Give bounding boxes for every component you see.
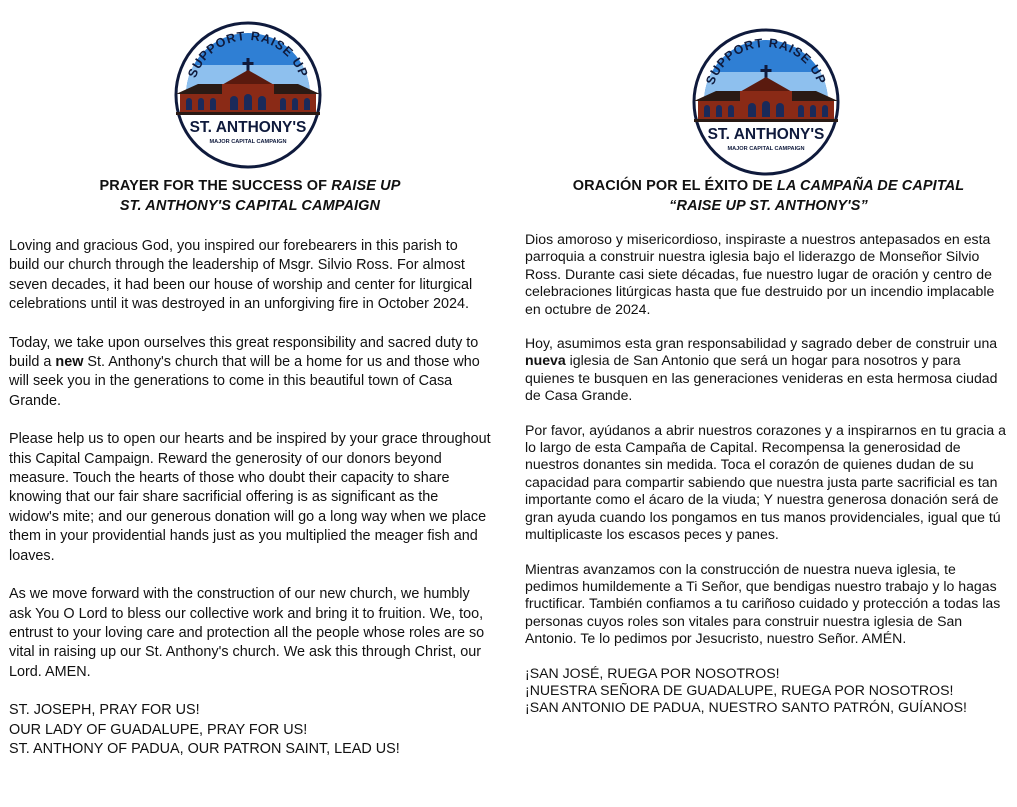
logo-subtitle-es: MAJOR CAPITAL CAMPAIGN bbox=[727, 146, 805, 152]
title-line2-es: “RAISE UP ST. ANTHONY'S” bbox=[669, 198, 868, 214]
emphasis-new: new bbox=[55, 354, 84, 371]
prayer-title-es bbox=[520, 176, 1017, 216]
paragraph-3-es: Por favor, ayúdanos a abrir nuestros corazones y a inspirarnos en tu gracia a lo largo de esta Campaña de Capital. Recompensa la generosidad de nuestros donantes sin medida. Toca el corazón de quienes dudan de su capacidad para compartir sabiendo que nuestra justa parte sacrificial es tan importante como el ácaro de la viuda; Y nuestra generosa donación será de gran ayuda cuando los pongamos en tus manos providenciales, igual que tú multiplicaste los escasos peces y panes. bbox=[525, 421, 1007, 543]
church-logo-icon bbox=[686, 27, 846, 177]
logo-arc-text: SUPPORT RAISE UP bbox=[185, 28, 311, 80]
paragraph-1: Loving and gracious God, you inspired our forebearers in this parish to build our church through the leadership of Msgr. Silvio Ross. For almost seven decades, it had been our house of worship and center for liturgical celebrations until it was destroyed in an unforgiving fire in October 2024. bbox=[9, 238, 473, 313]
invocation-1: ST. JOSEPH, PRAY FOR US! bbox=[9, 702, 200, 719]
title-line2: ST. ANTHONY'S CAPITAL CAMPAIGN bbox=[119, 198, 381, 214]
prayer-title bbox=[0, 176, 500, 216]
paragraph-2-es: Hoy, asumimos esta gran responsabilidad y sagrado deber de construir una nueva iglesia de San Antonio que será un hogar para nosotros y para quienes te busquen en las generaciones venideras en esta hermosa ciudad de Casa Grande. bbox=[525, 335, 998, 404]
invocation-2: OUR LADY OF GUADALUPE, PRAY FOR US! bbox=[9, 721, 308, 738]
logo-subtitle: MAJOR CAPITAL CAMPAIGN bbox=[209, 139, 287, 145]
prayer-body bbox=[9, 237, 491, 759]
campaign-logo bbox=[168, 20, 328, 170]
paragraph-2: Today, we take upon ourselves this great responsibility and sacred duty to build a new St. Anthony's church that will be a home for us and those who will seek you in the generations to come in this beautiful town of Casa Grande. bbox=[9, 334, 480, 409]
logo-name-es: ST. ANTHONY'S bbox=[707, 126, 825, 143]
logo-name: ST. ANTHONY'S bbox=[189, 119, 307, 136]
title-line1-plain-es: ORACIÓN POR EL ÉXITO DE bbox=[572, 178, 777, 194]
invocation-3-es: ¡SAN ANTONIO DE PADUA, NUESTRO SANTO PATRÓN, GUÍANOS! bbox=[525, 699, 967, 716]
invocation-1-es: ¡SAN JOSÉ, RUEGA POR NOSOTROS! bbox=[525, 664, 780, 681]
title-line1-italic: RAISE UP bbox=[331, 178, 401, 194]
invocation-2-es: ¡NUESTRA SEÑORA DE GUADALUPE, RUEGA POR NOSOTROS! bbox=[525, 681, 954, 698]
church-logo-icon bbox=[168, 20, 328, 170]
paragraph-4-es: Mientras avanzamos con la construcción de nuestra nueva iglesia, te pedimos humildemente a Ti Señor, que bendigas nuestro trabajo y lo hagas fructificar. También confiamos a tu cariñoso cuidado y protección a todas las personas cuyos roles son vitales para construir nuestra iglesia de San Antonio. Te lo pedimos por Jesucristo, nuestro Señor. AMÉN. bbox=[525, 560, 1001, 647]
emphasis-nueva: nueva bbox=[525, 352, 566, 369]
paragraph-4: As we move forward with the construction of our new church, we humbly ask You O Lord to bless our collective work and bring it to fruition. We, too, entrust to your loving care and protection all the people whose roles are so vital in raising up our St. Anthony's church. We ask this through Christ, our Lord. AMEN. bbox=[9, 586, 485, 680]
title-line1-italic-es: LA CAMPAÑA DE CAPITAL bbox=[776, 178, 965, 194]
logo-arc-text-es: SUPPORT RAISE UP bbox=[703, 35, 829, 87]
campaign-logo-es bbox=[686, 27, 846, 177]
paragraph-3: Please help us to open our hearts and be inspired by your grace throughout this Capital Campaign. Reward the generosity of our donors beyond measure. Touch the hearts of those who doubt their capacity to share knowing that our fair share sacrificial offering is as significant as the widow's mite; and our generous donation will go a long way when we place them in your providential hands just as you multiplied the meager fish and loaves. bbox=[9, 431, 491, 564]
title-line1-plain: PRAYER FOR THE SUCCESS OF bbox=[99, 178, 332, 194]
prayer-body-es bbox=[525, 231, 1010, 717]
invocation-3: ST. ANTHONY OF PADUA, OUR PATRON SAINT, LEAD US! bbox=[9, 740, 400, 757]
paragraph-1-es: Dios amoroso y misericordioso, inspiraste a nuestros antepasados en esta parroquia a construir nuestra iglesia bajo el liderazgo de Monseñor Silvio Ross. Durante casi siete décadas, fue nuestro lugar de oración y centro de celebraciones litúrgicas hasta que fue destruido por un incendio implacable en octubre de 2024. bbox=[525, 231, 995, 317]
